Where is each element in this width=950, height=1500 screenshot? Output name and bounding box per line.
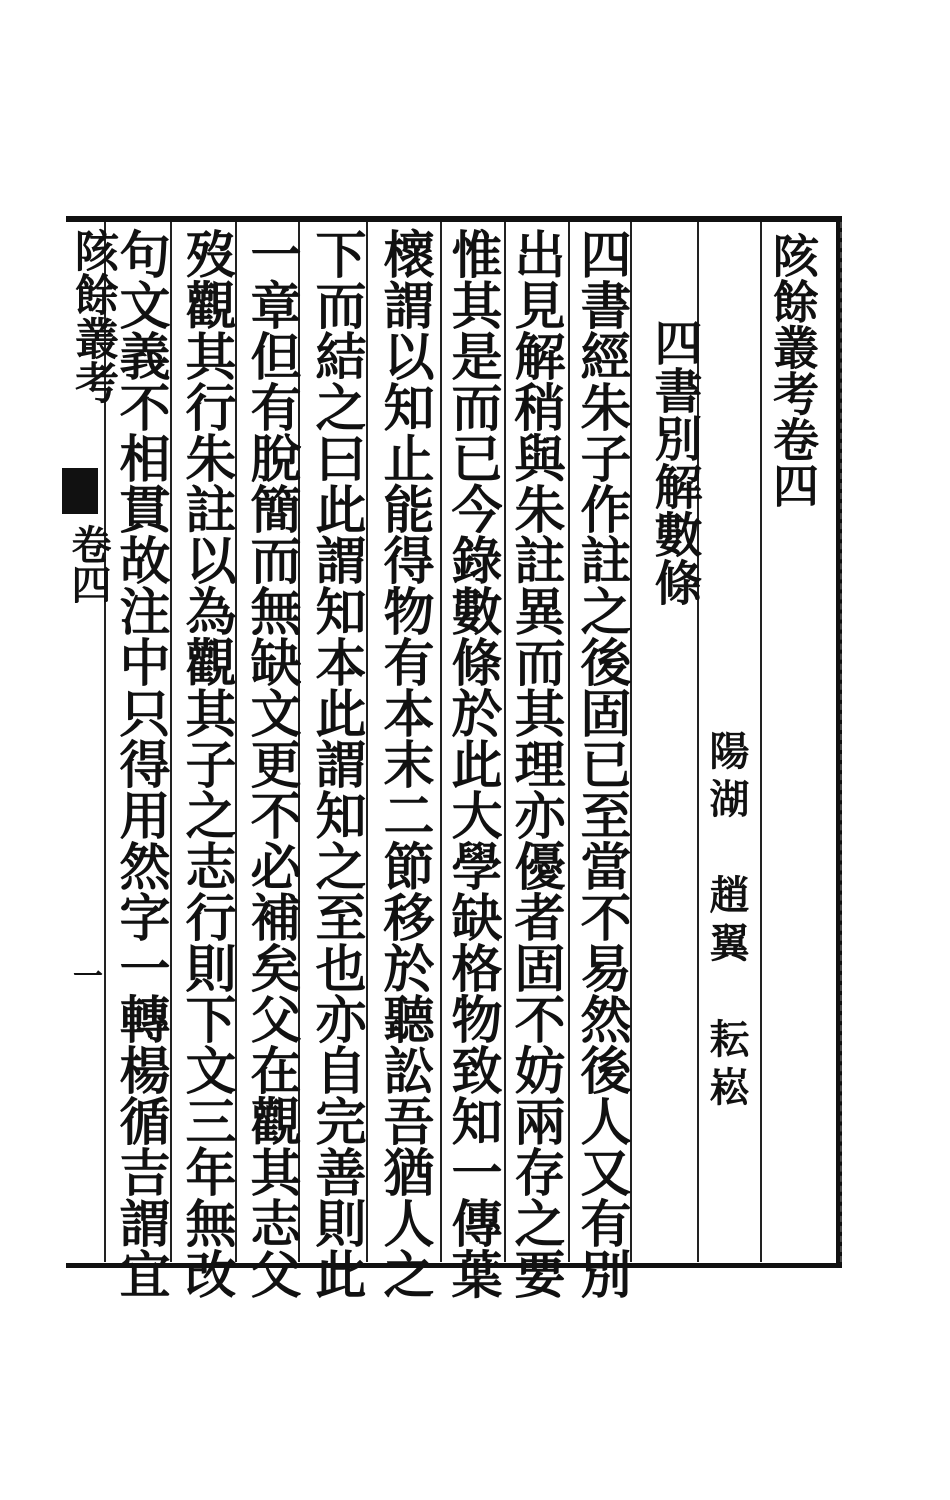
text-column: 歿觀其行朱註以為觀其子之志行則下文三年無改: [176, 228, 236, 1299]
text-column: 出見解稍與朱註異而其理亦優者固不妨兩存之要: [505, 228, 565, 1299]
fishtail-mark: [62, 468, 98, 514]
margin-volume: 卷四: [65, 524, 112, 604]
text-column: 櫰謂以知止能得物有本末二節移於聽訟吾猶人之: [374, 228, 434, 1299]
volume-title: 陔餘叢考卷四: [766, 232, 820, 508]
column-rule: [568, 222, 570, 1262]
column-rule: [170, 222, 172, 1262]
text-column: 下而結之曰此謂知本此謂知之至也亦自完善則此: [306, 228, 366, 1299]
text-column: 惟其是而已今錄數條於此大學缺格物致知一傳葉: [442, 228, 502, 1299]
section-heading: 四書別解數條: [646, 318, 702, 606]
author-line: 陽湖 趙翼 耘崧: [703, 730, 750, 1114]
margin-title: 陔餘叢考: [67, 228, 118, 404]
text-column: 一章但有脫簡而無缺文更不必補矣父在觀其志父: [241, 228, 301, 1299]
column-rule: [760, 222, 762, 1262]
outer-margin-line: [840, 222, 856, 1262]
column-rule: [366, 222, 368, 1262]
text-column: 四書經朱子作註之後固已至當不易然後人又有別: [571, 228, 631, 1299]
text-column: 句文義不相貫故注中只得用然字一轉楊循吉謂宜: [110, 228, 170, 1299]
page-number: 一: [67, 960, 102, 990]
